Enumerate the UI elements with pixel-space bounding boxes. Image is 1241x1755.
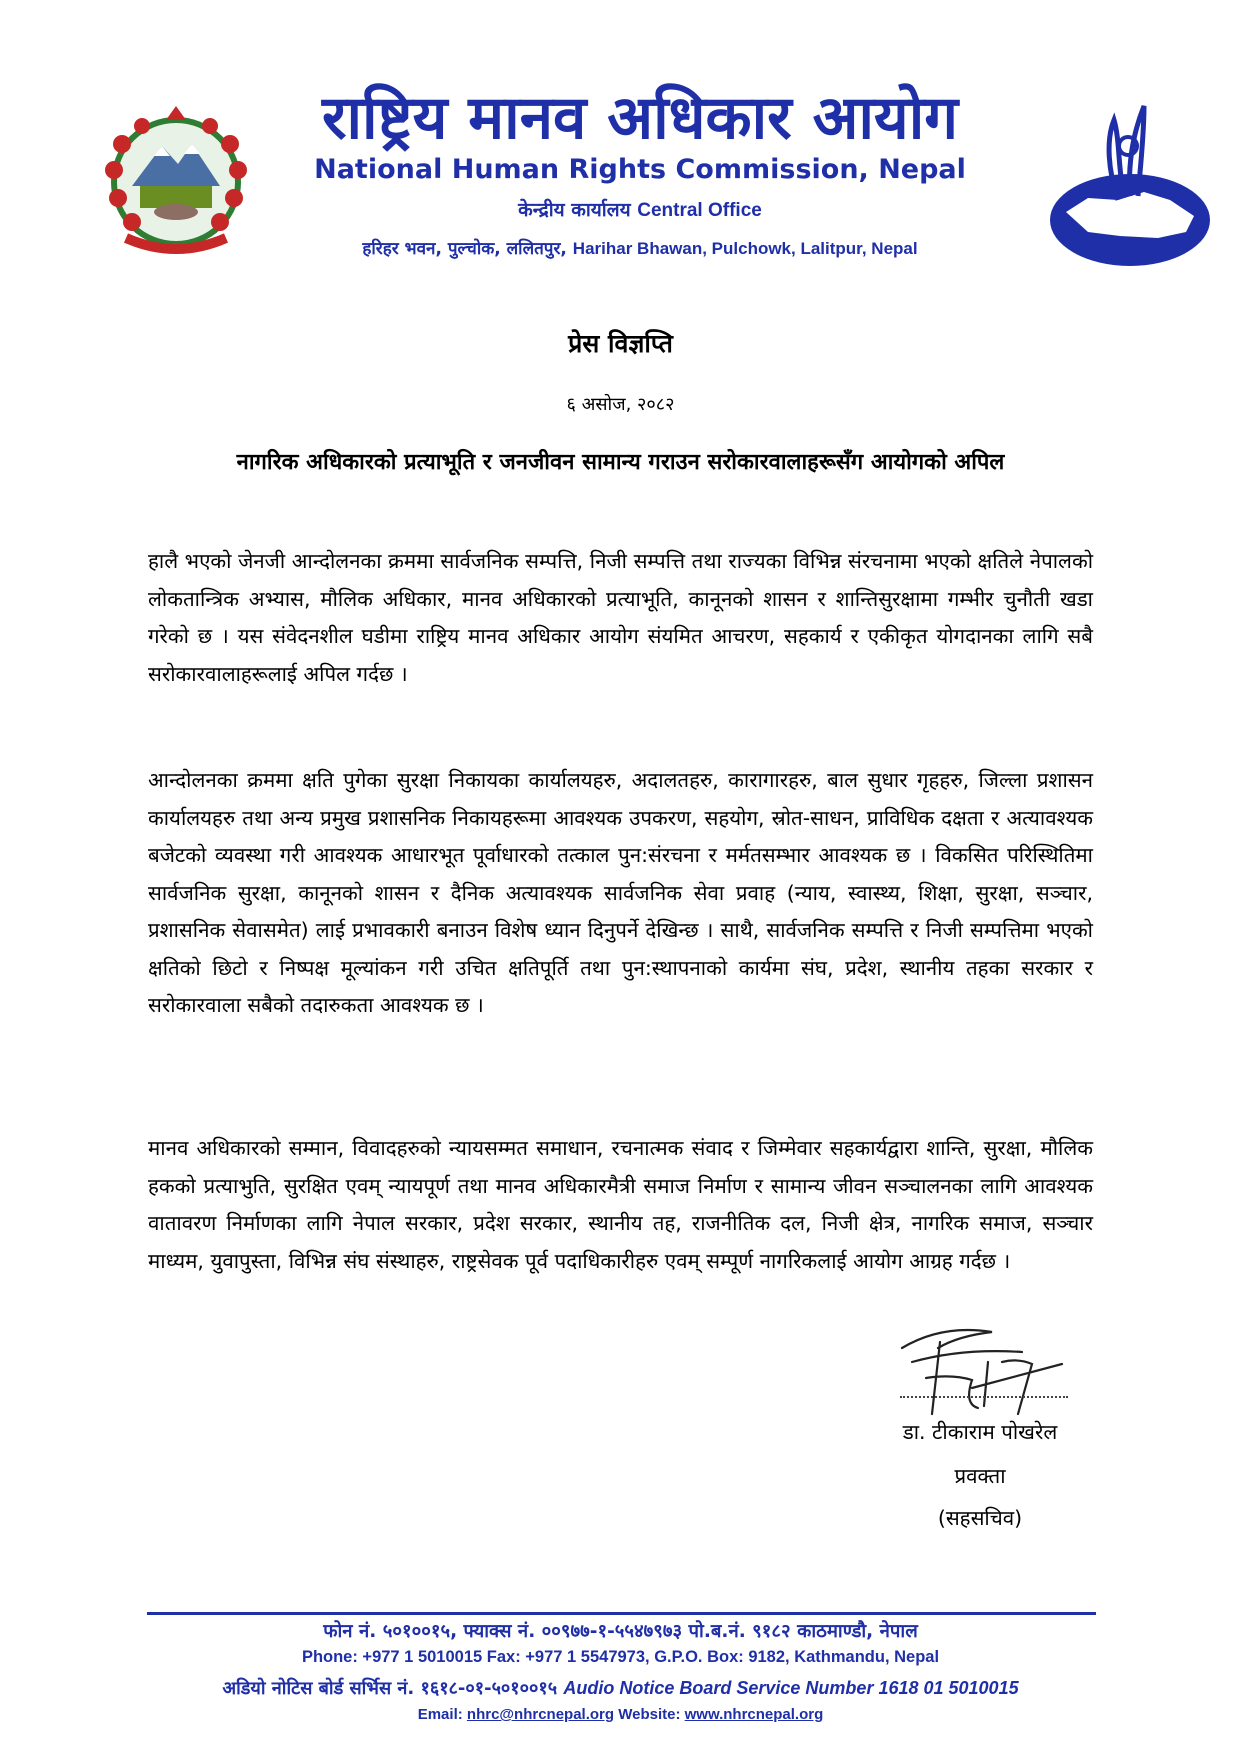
organization-name-english: National Human Rights Commission, Nepal [314, 154, 966, 185]
footer-contact-nepali: फोन नं. ५०१००१५, फ्याक्स नं. ००९७७-१-५५४७९७३ पो.ब.नं. ९१८२ काठमाण्डौ, नेपाल [323, 1621, 918, 1642]
email-link[interactable]: nhrc@nhrcnepal.org [466, 1706, 615, 1723]
signatory-rank: (सहसचिव) [937, 1506, 1023, 1530]
signature-line [900, 1396, 1068, 1398]
office-label-english: Central Office [637, 200, 762, 221]
press-release-heading: प्रेस विज्ञप्ति [568, 329, 673, 358]
organization-name-nepali: राष्ट्रिय मानव अधिकार आयोग [321, 83, 959, 153]
body-paragraph-3: मानव अधिकारको सम्मान, विवादहरुको न्यायसम्मत समाधान, रचनात्मक संवाद र जिम्मेवार सहकार्यद्वारा शान्ति, सुरक्षा, मौलिक हकको प्रत्याभुति, सुरक्षित एवम् न्यायपूर्ण तथा मानव अधिकारमैत्री समाज निर्माण र सामान्य जीवन सञ्चालनका लागि आवश्यक वातावरण निर्माणका लागि नेपाल सरकार, प्रदेश सरकार, स्थानीय तह, राजनीतिक दल, निजी क्षेत्र, नागरिक समाज, सञ्चार माध्यम, युवापुस्ता, विभिन्न संघ संस्थाहरु, राष्ट्रसेवक पूर्व पदाधिकारीहरु एवम् सम्पूर्ण नागरिकलाई आयोग आग्रह गर्दछ । [148, 1136, 1093, 1273]
body-paragraph-2: आन्दोलनका क्रममा क्षति पुगेका सुरक्षा निकायका कार्यालयहरु, अदालतहरु, कारागारहरु, बाल सुधार गृहहरु, जिल्ला प्रशासन कार्यालयहरु तथा अन्य प्रमुख प्रशासनिक निकायहरूमा आवश्यक उपकरण, सहयोग, स्रोत-साधन, प्राविधिक दक्षता र अत्यावश्यक बजेटको व्यवस्था गरी आवश्यक आधारभूत पूर्वाधारको तत्काल पुन:संरचना र मर्मतसम्भार आवश्यक छ । विकसित परिस्थितिमा सार्वजनिक सुरक्षा, कानूनको शासन र दैनिक अत्यावश्यक सार्वजनिक सेवा प्रवाह (न्याय, स्वास्थ्य, शिक्षा, सुरक्षा, सञ्चार, प्रशासनिक सेवासमेत) लाई प्रभावकारी बनाउन विशेष ध्यान दिनुपर्ने देखिन्छ । साथै, सार्वजनिक सम्पत्ति र निजी सम्पत्तिमा भएको क्षतिको छिटो र निष्पक्ष मूल्यांकन गरी उचित क्षतिपूर्ति तथा पुन:स्थापनाको कार्यमा संघ, प्रदेश, स्थानीय तहका सरकार र सरोकारवाला सबैको तदारुकता आवश्यक छ । [148, 768, 1093, 1017]
footer-email-website [0, 1706, 1241, 1723]
website-link[interactable]: www.nhrcnepal.org [684, 1706, 824, 1723]
audio-notice-english: Audio Notice Board Service Number 1618 01 5010015 [563, 1678, 1019, 1698]
audio-notice-nepali: अडियो नोटिस बोर्ड सर्भिस नं. १६१८-०१-५०१००१५ [222, 1678, 558, 1699]
office-label-nepali: केन्द्रीय कार्यालय [518, 199, 631, 221]
office-label [290, 196, 990, 222]
email-label: Email: [417, 1706, 463, 1723]
body-paragraph-1: हालै भएको जेनजी आन्दोलनका क्रममा सार्वजनिक सम्पत्ति, निजी सम्पत्ति तथा राज्यका विभिन्न संरचनामा भएको क्षतिले नेपालको लोकतान्त्रिक अभ्यास, मौलिक अधिकार, मानव अधिकारको प्रत्याभूति, कानूनको शासन र शान्तिसुरक्षामा गम्भीर चुनौती खडा गरेको छ । यस संवेदनशील घडीमा राष्ट्रिय मानव अधिकार आयोग संयमित आचरण, सहकार्य र एकीकृत योगदानका लागि सबै सरोकारवालाहरूलाई अपिल गर्दछ । [148, 549, 1093, 686]
handwritten-signature [842, 1318, 1080, 1428]
release-date: ६ असोज, २०८२ [566, 394, 675, 415]
address-nepali: हरिहर भवन, पुल्चोक, ललितपुर, [362, 239, 567, 259]
signatory-title: प्रवक्ता [954, 1464, 1006, 1488]
footer-contact-english: Phone: +977 1 5010015 Fax: +977 1 5547973, G.P.O. Box: 9182, Kathmandu, Nepal [301, 1648, 940, 1666]
subject-heading: नागरिक अधिकारको प्रत्याभूति र जनजीवन सामान्य गराउन सरोकारवालाहरूसँग आयोगको अपिल [236, 450, 1005, 475]
website-label: Website: [618, 1706, 681, 1723]
footer-divider [147, 1612, 1096, 1615]
signatory-name: डा. टीकाराम पोखरेल [902, 1420, 1058, 1444]
office-address [290, 236, 990, 259]
nhrc-logo-icon [1048, 100, 1212, 268]
footer-audio-notice [0, 1676, 1241, 1700]
nepal-government-emblem-icon [92, 104, 260, 264]
address-english: Harihar Bhawan, Pulchowk, Lalitpur, Nepal [572, 239, 918, 258]
